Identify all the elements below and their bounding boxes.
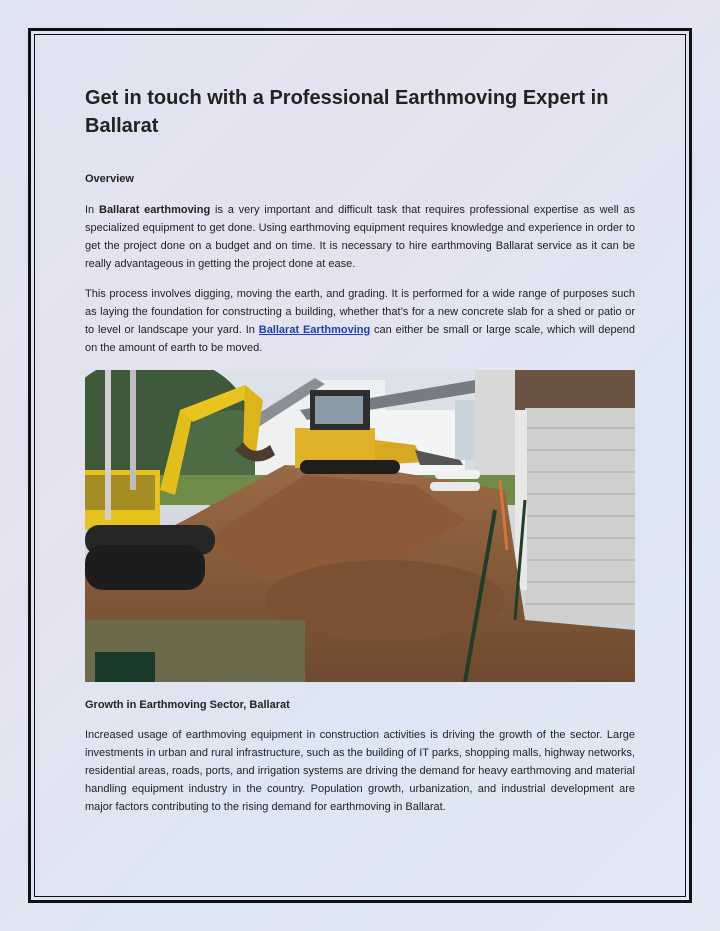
paragraph-process — [85, 285, 635, 357]
paragraph-intro — [85, 201, 635, 273]
ballarat-earthmoving-link[interactable]: Ballarat Earthmoving — [258, 324, 371, 336]
overview-heading: Overview — [85, 173, 134, 185]
growth-heading: Growth in Earthmoving Sector, Ballarat — [85, 699, 290, 711]
paragraph-growth: Increased usage of earthmoving equipment in construction activities is driving the growth of the sector. Large investments in urban and rural infrastructure, such as the building of IT parks, shopping malls, highway networks, residential areas, roads, ports, and irrigation systems are driving the demand for heavy earthmoving and material handling equipment industry in the country. Population growth, urbanization, and industrial development are major factors contributing to the rising demand for earthmoving in Ballarat. — [85, 729, 635, 813]
intro-bold-term: Ballarat earthmoving — [99, 204, 211, 216]
process-text-after: can either be small or large scale, which will depend on the amount of earth to be moved. — [85, 324, 635, 354]
earthmoving-photo — [85, 370, 635, 682]
intro-prefix: In — [85, 204, 99, 216]
intro-text: is a very important and difficult task that requires professional expertise as well as specialized equipment to get done. Using earthmoving equipment requires knowledge and experience in order to get the project done on a budget and on time. It is necessary to hire earthmoving Ballarat service as it can be really advantageous in getting the project done at ease. — [85, 204, 636, 270]
page-title: Get in touch with a Professional Earthmoving Expert in Ballarat — [85, 87, 609, 137]
process-text-before: This process involves digging, moving the earth, and grading. It is performed for a wide range of purposes such as laying the foundation for constructing a building, whether that’s for a new concrete slab for a shed or patio or to level or landscape your yard. In — [85, 288, 635, 336]
